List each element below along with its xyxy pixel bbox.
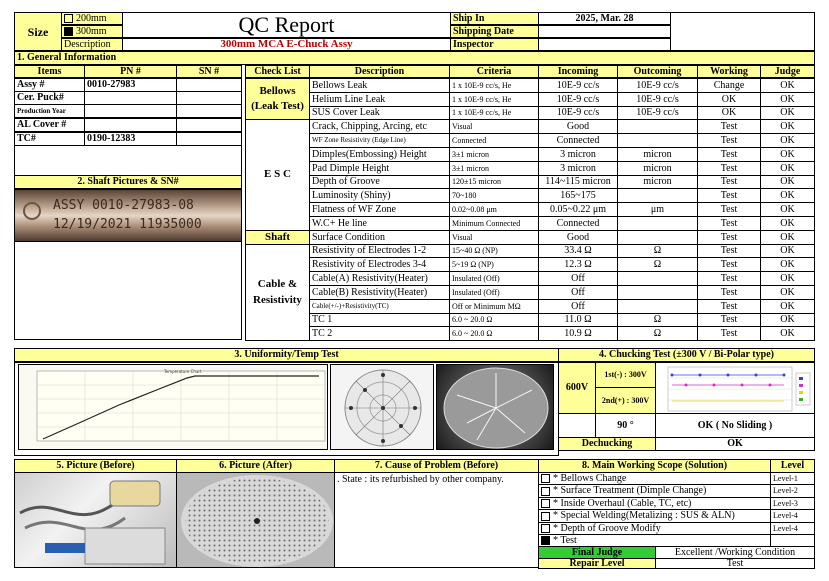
check-description: Flatness of WF Zone xyxy=(309,202,450,217)
scope-item-level: Level-2 xyxy=(770,484,815,498)
col-judge: Judge xyxy=(760,65,815,78)
check-criteria: Minimum Connected xyxy=(449,216,539,231)
general-blank xyxy=(14,145,242,176)
shaft-photo xyxy=(14,189,242,242)
check-judge[interactable]: OK xyxy=(760,106,815,120)
check-group-label: Shaft xyxy=(245,230,310,245)
check-judge[interactable]: OK xyxy=(760,175,815,189)
tc-map-photo xyxy=(330,364,434,450)
scope-level-label: Level xyxy=(770,459,815,473)
check-criteria: 6.0 ~ 20.0 Ω xyxy=(449,326,539,341)
check-working[interactable]: Test xyxy=(697,257,761,272)
scope-item-level: Level-4 xyxy=(770,509,815,523)
check-outcoming[interactable] xyxy=(617,299,698,314)
scope-checkbox[interactable] xyxy=(541,536,550,545)
check-judge[interactable]: OK xyxy=(760,257,815,272)
check-criteria: 5~19 Ω (NP) xyxy=(449,257,539,272)
check-criteria: Visual xyxy=(449,230,539,245)
chucking-second: 2nd(+) : 300V xyxy=(595,387,656,414)
cause-heading: 7. Cause of Problem (Before) xyxy=(334,459,539,473)
check-judge[interactable]: OK xyxy=(760,326,815,341)
check-incoming[interactable]: 10.9 Ω xyxy=(538,326,618,341)
check-working[interactable]: Test xyxy=(697,188,761,203)
check-criteria: 3±1 micron xyxy=(449,147,539,162)
scope-item-text: * Surface Treatment (Dimple Change) xyxy=(553,485,707,496)
check-outcoming[interactable]: micron xyxy=(617,161,698,176)
inspector-label: Inspector xyxy=(450,38,539,51)
chucking-angle: 90 ° xyxy=(595,413,656,438)
check-working[interactable]: Test xyxy=(697,313,761,327)
picture-before xyxy=(14,472,177,568)
check-working[interactable]: Test xyxy=(697,244,761,258)
general-pn-value[interactable]: 0010-27983 xyxy=(84,78,177,92)
general-item-label: AL Cover # xyxy=(14,118,85,132)
check-description: Bellows Leak xyxy=(309,78,450,93)
check-incoming[interactable]: Off xyxy=(538,271,618,286)
scope-item-level: Level-1 xyxy=(770,472,815,485)
logo-icon xyxy=(23,202,41,220)
check-judge[interactable]: OK xyxy=(760,133,815,148)
shaft-pictures-heading: 2. Shaft Pictures & SN# xyxy=(14,175,242,189)
chucking-voltage: 600V xyxy=(558,362,596,414)
check-outcoming[interactable]: Ω xyxy=(617,326,698,341)
check-working[interactable]: Test xyxy=(697,133,761,148)
report-title: QC Report xyxy=(122,12,451,38)
check-description: TC 2 xyxy=(309,326,450,341)
check-working[interactable]: OK xyxy=(697,92,761,107)
check-judge[interactable]: OK xyxy=(760,188,815,203)
check-incoming[interactable]: Good xyxy=(538,119,618,134)
check-criteria: Visual xyxy=(449,119,539,134)
shipping-date-label: Shipping Date xyxy=(450,25,539,38)
check-description: Pad Dimple Height xyxy=(309,161,450,176)
general-item-label: Assy # xyxy=(14,78,85,92)
scope-checkbox[interactable] xyxy=(541,524,550,533)
check-outcoming[interactable]: 10E-9 cc/s xyxy=(617,106,698,120)
check-judge[interactable]: OK xyxy=(760,216,815,231)
check-criteria: Insulated (Off) xyxy=(449,271,539,286)
general-sn-value[interactable] xyxy=(176,118,242,132)
check-incoming[interactable]: 10E-9 cc/s xyxy=(538,92,618,107)
check-criteria: 3±1 micron xyxy=(449,161,539,176)
check-incoming[interactable]: Connected xyxy=(538,133,618,148)
description-label: Description xyxy=(61,38,123,51)
check-working[interactable]: Test xyxy=(697,147,761,162)
general-item-label: Cer. Puck# xyxy=(14,91,85,105)
cause-text: . State : its refurbished by other company. xyxy=(334,472,539,568)
general-sn-value[interactable] xyxy=(176,91,242,105)
chucking-chart xyxy=(655,362,815,414)
check-incoming[interactable]: Good xyxy=(538,230,618,245)
check-outcoming[interactable]: Ω xyxy=(617,257,698,272)
ship-in-value[interactable]: 2025, Mar. 28 xyxy=(538,12,671,25)
check-criteria: Insulated (Off) xyxy=(449,285,539,300)
ship-in-label: Ship In xyxy=(450,12,539,25)
check-incoming[interactable]: 12.3 Ω xyxy=(538,257,618,272)
chart-title: Temperature Chart xyxy=(164,369,202,374)
check-criteria: 1 x 10E-9 cc/s, He xyxy=(449,78,539,93)
check-description: W.C+ He line xyxy=(309,216,450,231)
check-description: TC 1 xyxy=(309,313,450,327)
check-working[interactable]: Change xyxy=(697,78,761,93)
check-group-label: E S C xyxy=(245,119,310,231)
check-description: Luminosity (Shiny) xyxy=(309,188,450,203)
check-incoming[interactable]: 114~115 micron xyxy=(538,175,618,189)
check-description: Cable(B) Resistivity(Heater) xyxy=(309,285,450,300)
check-judge[interactable]: OK xyxy=(760,244,815,258)
scope-item-text: * Test xyxy=(553,534,577,546)
header-blank xyxy=(670,12,815,51)
check-outcoming[interactable]: micron xyxy=(617,147,698,162)
scope-heading: 8. Main Working Scope (Solution) xyxy=(538,459,771,473)
scope-item-text: * Special Welding(Metalizing : SUS & ALN) xyxy=(553,510,735,521)
check-incoming[interactable]: 3 micron xyxy=(538,147,618,162)
check-outcoming[interactable] xyxy=(617,271,698,286)
checkbox-300mm[interactable] xyxy=(64,27,73,36)
scope-checkbox[interactable] xyxy=(541,499,550,508)
check-criteria: 120±15 micron xyxy=(449,175,539,189)
check-description: Surface Condition xyxy=(309,230,450,245)
col-checklist: Check List xyxy=(245,65,310,78)
col-description: Description xyxy=(309,65,450,78)
check-incoming[interactable]: 33.4 Ω xyxy=(538,244,618,258)
check-outcoming[interactable]: 10E-9 cc/s xyxy=(617,78,698,93)
check-description: Depth of Groove xyxy=(309,175,450,189)
chucking-first: 1st(-) : 300V xyxy=(595,362,656,388)
col-working: Working xyxy=(697,65,761,78)
repair-level-label: Repair Level xyxy=(538,558,656,569)
check-outcoming[interactable] xyxy=(617,285,698,300)
checkbox-200mm[interactable] xyxy=(64,14,73,23)
tc-map-svg xyxy=(331,365,434,450)
check-description: Resistivity of Electrodes 3-4 xyxy=(309,257,450,272)
wafer-svg xyxy=(437,365,554,450)
scope-item-text: * Inside Overhaul (Cable, TC, etc) xyxy=(553,497,692,509)
check-criteria: 0.02~0.08 μm xyxy=(449,202,539,217)
col-incoming: Incoming xyxy=(538,65,618,78)
final-judge-value[interactable]: Excellent /Working Condition xyxy=(655,546,815,559)
check-outcoming[interactable] xyxy=(617,230,698,245)
check-criteria: 1 x 10E-9 cc/s, He xyxy=(449,92,539,107)
size-label: Size xyxy=(14,12,62,51)
check-incoming[interactable]: 10E-9 cc/s xyxy=(538,106,618,120)
shaft-engraving-line1: ASSY 0010-27983-08 xyxy=(53,198,194,213)
temperature-chart-svg xyxy=(19,365,328,450)
check-description: Dimples(Embossing) Height xyxy=(309,147,450,162)
check-criteria: Off or Minimum MΩ xyxy=(449,299,539,314)
col-pn: PN # xyxy=(84,65,177,78)
temperature-chart xyxy=(18,364,328,450)
general-sn-value[interactable] xyxy=(176,78,242,92)
check-outcoming[interactable]: 10E-9 cc/s xyxy=(617,92,698,107)
picture-before-svg xyxy=(15,473,177,568)
dechucking-value: OK xyxy=(655,437,815,451)
check-description: SUS Cover Leak xyxy=(309,106,450,120)
check-incoming[interactable]: 3 micron xyxy=(538,161,618,176)
general-pn-value[interactable] xyxy=(84,104,177,118)
check-incoming[interactable]: Off xyxy=(538,299,618,314)
check-group-label: Cable & Resistivity xyxy=(245,244,310,341)
general-info-heading: 1. General Information xyxy=(14,51,815,65)
check-incoming[interactable]: Connected xyxy=(538,216,618,231)
check-working[interactable]: Test xyxy=(697,119,761,134)
scope-item-text: * Bellows Change xyxy=(553,472,627,484)
check-judge[interactable]: OK xyxy=(760,119,815,134)
check-working[interactable]: Test xyxy=(697,299,761,314)
check-description: WF Zone Resistivity (Edge Line) xyxy=(309,133,450,148)
scope-item-text: * Depth of Groove Modify xyxy=(553,522,661,534)
check-criteria: 15~40 Ω (NP) xyxy=(449,244,539,258)
check-judge[interactable]: OK xyxy=(760,92,815,107)
picture-before-heading: 5. Picture (Before) xyxy=(14,459,177,473)
size-option-300[interactable]: 300mm xyxy=(61,25,123,38)
check-incoming[interactable]: Off xyxy=(538,285,618,300)
check-working[interactable]: Test xyxy=(697,175,761,189)
shaft-blank xyxy=(14,241,242,340)
check-working[interactable]: Test xyxy=(697,285,761,300)
shaft-engraving-line2: 12/19/2021 11935000 xyxy=(53,217,202,232)
check-description: Cable(+/-)+Resistivity(TC) xyxy=(309,299,450,314)
check-criteria: Connected xyxy=(449,133,539,148)
check-working[interactable]: Test xyxy=(697,326,761,341)
general-pn-value[interactable] xyxy=(84,118,177,132)
inspector-value[interactable] xyxy=(538,38,671,51)
check-description: Resistivity of Electrodes 1-2 xyxy=(309,244,450,258)
uniformity-heading: 3. Uniformity/Temp Test xyxy=(14,348,559,362)
check-description: Helium Line Leak xyxy=(309,92,450,107)
check-working[interactable]: Test xyxy=(697,202,761,217)
check-working[interactable]: Test xyxy=(697,161,761,176)
check-outcoming[interactable] xyxy=(617,119,698,134)
check-working[interactable]: Test xyxy=(697,271,761,286)
check-outcoming[interactable] xyxy=(617,133,698,148)
check-description: Cable(A) Resistivity(Heater) xyxy=(309,271,450,286)
check-judge[interactable]: OK xyxy=(760,285,815,300)
check-judge[interactable]: OK xyxy=(760,299,815,314)
check-group-label: Bellows (Leak Test) xyxy=(245,78,310,120)
chucking-chart-svg xyxy=(656,363,815,414)
check-judge[interactable]: OK xyxy=(760,313,815,327)
check-outcoming[interactable]: Ω xyxy=(617,313,698,327)
check-working[interactable]: Test xyxy=(697,216,761,231)
check-working[interactable]: OK xyxy=(697,106,761,120)
check-outcoming[interactable]: micron xyxy=(617,175,698,189)
check-judge[interactable]: OK xyxy=(760,78,815,93)
check-description: Crack, Chipping, Arcing, etc xyxy=(309,119,450,134)
chucking-blank xyxy=(558,413,596,438)
check-criteria: 70~180 xyxy=(449,188,539,203)
col-sn: SN # xyxy=(176,65,242,78)
check-incoming[interactable]: 10E-9 cc/s xyxy=(538,78,618,93)
wafer-photo xyxy=(436,364,554,450)
check-criteria: 1 x 10E-9 cc/s, He xyxy=(449,106,539,120)
final-judge-label: Final Judge xyxy=(538,546,656,559)
check-outcoming[interactable]: μm xyxy=(617,202,698,217)
repair-level-value[interactable]: Test xyxy=(655,558,815,569)
col-items: Items xyxy=(14,65,85,78)
report-subtitle: 300mm MCA E-Chuck Assy xyxy=(122,38,451,51)
check-working[interactable]: Test xyxy=(697,230,761,245)
check-outcoming[interactable]: Ω xyxy=(617,244,698,258)
picture-after xyxy=(176,472,335,568)
check-judge[interactable]: OK xyxy=(760,161,815,176)
check-criteria: 6.0 ~ 20.0 Ω xyxy=(449,313,539,327)
check-judge[interactable]: OK xyxy=(760,202,815,217)
check-judge[interactable]: OK xyxy=(760,147,815,162)
picture-after-svg xyxy=(177,473,335,568)
check-outcoming[interactable] xyxy=(617,216,698,231)
picture-after-heading: 6. Picture (After) xyxy=(176,459,335,473)
scope-item[interactable] xyxy=(538,509,771,523)
scope-checkbox[interactable] xyxy=(541,487,550,496)
general-pn-value[interactable]: 0190-12383 xyxy=(84,132,177,146)
scope-checkbox[interactable] xyxy=(541,512,550,521)
check-incoming[interactable]: 165~175 xyxy=(538,188,618,203)
general-item-label: TC# xyxy=(14,132,85,146)
dechucking-label: Dechucking xyxy=(558,437,656,451)
general-item-label: Production Year xyxy=(14,104,85,118)
size-option-200[interactable]: 200mm xyxy=(61,12,123,25)
shipping-date-value[interactable] xyxy=(538,25,671,38)
check-judge[interactable]: OK xyxy=(760,230,815,245)
scope-item[interactable] xyxy=(538,484,771,498)
check-outcoming[interactable] xyxy=(617,188,698,203)
scope-checkbox[interactable] xyxy=(541,474,550,483)
check-judge[interactable]: OK xyxy=(760,271,815,286)
chucking-result: OK ( No Sliding ) xyxy=(655,413,815,438)
scope-item-level: Level-4 xyxy=(770,522,815,535)
check-incoming[interactable]: 11.0 Ω xyxy=(538,313,618,327)
col-outcoming: Outcoming xyxy=(617,65,698,78)
general-sn-value[interactable] xyxy=(176,132,242,146)
check-incoming[interactable]: 0.05~0.22 μm xyxy=(538,202,618,217)
col-criteria: Criteria xyxy=(449,65,539,78)
scope-item-level: Level-3 xyxy=(770,497,815,510)
chucking-heading: 4. Chucking Test (±300 V / Bi-Polar type) xyxy=(558,348,815,362)
general-sn-value[interactable] xyxy=(176,104,242,118)
general-pn-value[interactable] xyxy=(84,91,177,105)
